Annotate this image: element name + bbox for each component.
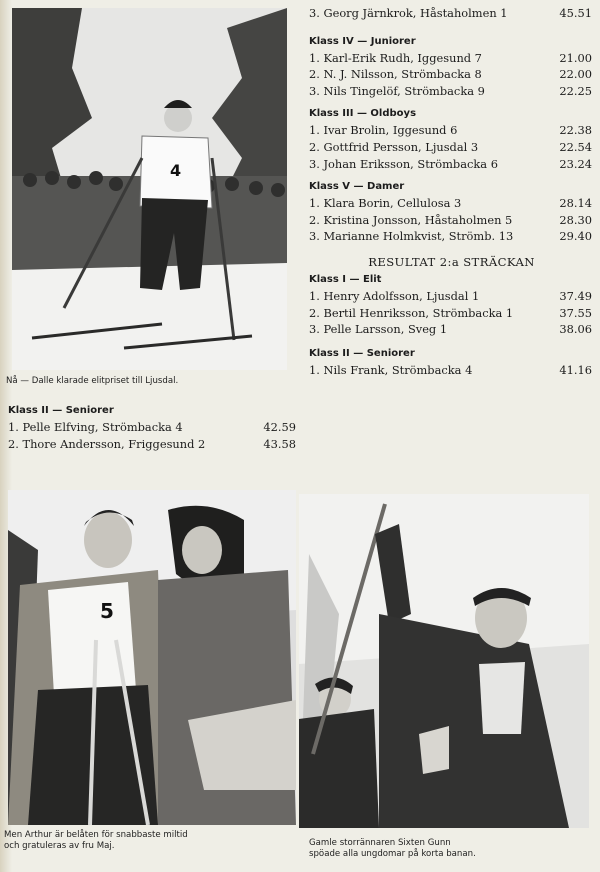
- result-name: 2. Gottfrid Persson, Ljusdal 3: [309, 139, 479, 154]
- result-row: [309, 66, 594, 83]
- section-header: Klass II — Seniorer: [309, 347, 415, 359]
- result-row: [309, 362, 594, 379]
- caption-photo-2: [4, 830, 304, 851]
- result-time: 29.40: [559, 229, 592, 244]
- results-column-left: [8, 405, 298, 452]
- result-name: 1. Karl-Erik Rudh, Iggesund 7: [309, 50, 482, 65]
- results-block-top: [309, 5, 594, 22]
- result-name: 2. Bertil Henriksson, Strömbacka 1: [309, 305, 514, 320]
- photo-skier-dalle: [12, 8, 287, 370]
- results-block-klass-v: [309, 181, 594, 245]
- result-name: 3. Nils Tingelöf, Strömbacka 9: [309, 83, 485, 98]
- caption-photo-3: [309, 838, 594, 859]
- result-name: 1. Ivar Brolin, Iggesund 6: [309, 123, 458, 138]
- bib-number-4: 4: [170, 161, 182, 180]
- bib-number-5: 5: [100, 599, 114, 623]
- result-time: 38.06: [559, 322, 592, 337]
- caption-line: spöade alla ungdomar på korta banan.: [309, 848, 476, 859]
- caption-line: och gratuleras av fru Maj.: [4, 840, 115, 851]
- result-row: [8, 436, 298, 453]
- result-time: 42.59: [263, 420, 296, 434]
- results-block-klass-iii: [309, 108, 594, 172]
- results-block-klass-iv: [309, 36, 594, 100]
- results-block-stage2-seniorer: [309, 348, 594, 379]
- result-time: 28.30: [559, 212, 592, 227]
- section-header: Klass IV — Juniorer: [309, 35, 416, 47]
- result-time: 43.58: [263, 436, 296, 451]
- result-row: [309, 228, 594, 245]
- result-time: 28.14: [559, 196, 592, 211]
- caption-line: Men Arthur är belåten för snabbaste miltid: [4, 830, 188, 840]
- results-column-right: [309, 5, 594, 378]
- result-time: 41.16: [559, 362, 592, 377]
- result-time: 37.55: [559, 305, 592, 320]
- result-row: [309, 212, 594, 229]
- results-block-stage2-elit: [309, 274, 594, 338]
- skier-illustration: [12, 8, 287, 370]
- result-row: [309, 139, 594, 156]
- result-row: [8, 419, 298, 436]
- result-time: 22.38: [559, 123, 592, 138]
- result-time: 22.54: [559, 139, 592, 154]
- photo-arthur-and-maj: [8, 490, 296, 825]
- caption-line: Gamle storrännaren Sixten Gunn: [309, 838, 451, 848]
- sixten-illustration: [299, 494, 589, 828]
- result-time: 45.51: [559, 6, 592, 20]
- result-row: [309, 195, 594, 212]
- result-time: 21.00: [559, 50, 592, 65]
- caption-text: Nå — Dalle klarade elitpriset till Ljusdal.: [6, 376, 179, 386]
- result-row: [309, 288, 594, 305]
- result-time: 37.49: [559, 288, 592, 303]
- result-time: 22.00: [559, 67, 592, 82]
- result-name: 1. Nils Frank, Strömbacka 4: [309, 362, 473, 377]
- section-header: Klass III — Oldboys: [309, 108, 417, 120]
- result-name: 2. Kristina Jonsson, Håstaholmen 5: [309, 212, 513, 227]
- result-row: [309, 122, 594, 139]
- result-row: [309, 321, 594, 338]
- result-row: [309, 50, 594, 67]
- section-header: Klass II — Seniorer: [8, 405, 114, 416]
- result-time: 22.25: [559, 83, 592, 98]
- result-name: 1. Pelle Elfving, Strömbacka 4: [8, 420, 183, 434]
- section-header: Klass I — Elit: [309, 273, 382, 285]
- result-row: [309, 156, 594, 173]
- result-name: 3. Johan Eriksson, Strömbacka 6: [309, 156, 498, 171]
- caption-photo-1: [6, 376, 296, 387]
- result-name: 3. Marianne Holmkvist, Strömb. 13: [309, 229, 514, 244]
- couple-illustration: [8, 490, 296, 825]
- result-row: [309, 83, 594, 100]
- photo-sixten-gunn: [299, 494, 589, 828]
- result-time: 23.24: [559, 156, 592, 171]
- result-heading: RESULTAT 2:a STRÄCKAN: [368, 254, 535, 269]
- result-name: 3. Pelle Larsson, Sveg 1: [309, 322, 448, 337]
- section-header: Klass V — Damer: [309, 181, 405, 193]
- result-name: 1. Henry Adolfsson, Ljusdal 1: [309, 288, 480, 303]
- result-name: 2. N. J. Nilsson, Strömbacka 8: [309, 67, 482, 82]
- result-row: [309, 5, 594, 22]
- result-row: [309, 305, 594, 322]
- result-name: 1. Klara Borin, Cellulosa 3: [309, 196, 462, 211]
- result-name: 2. Thore Andersson, Friggesund 2: [8, 436, 206, 451]
- result-name: 3. Georg Järnkrok, Håstaholmen 1: [309, 6, 508, 20]
